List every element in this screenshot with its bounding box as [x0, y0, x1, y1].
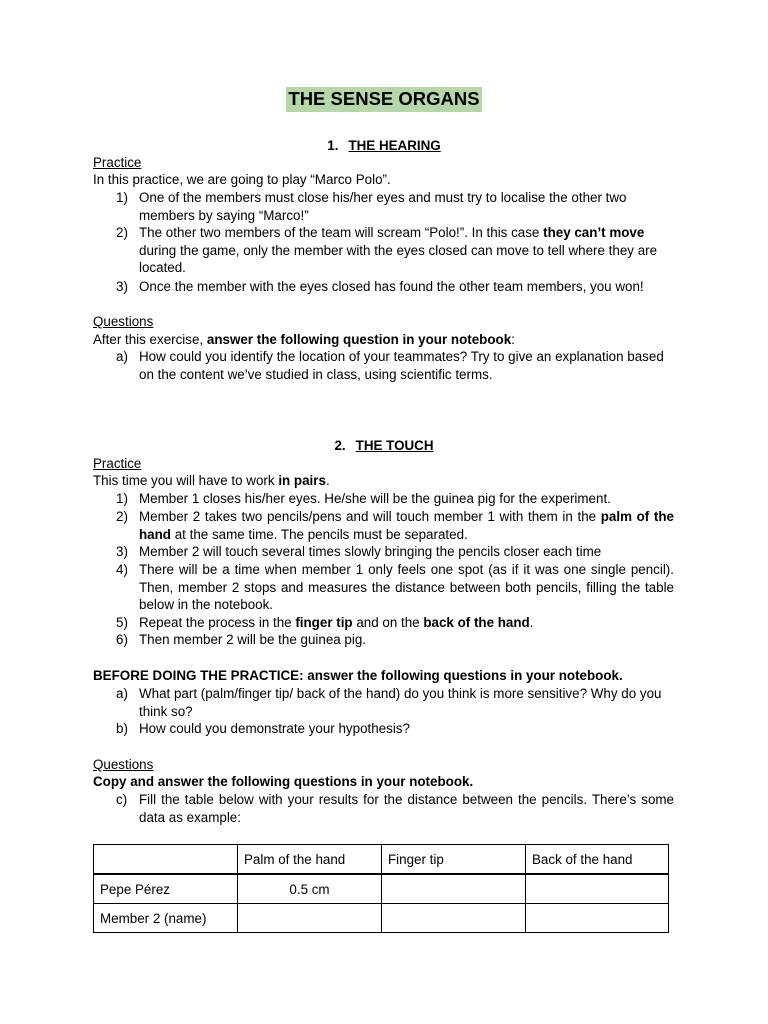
title-wrapper: [0, 87, 768, 112]
section-title: THE TOUCH: [355, 438, 434, 453]
list-item-text: Member 2 takes two pencils/pens and will touch member 1 with them in the palm of the hand at the same time. The pencils must be separated.: [139, 509, 675, 542]
section-number: 1.: [327, 138, 339, 153]
list-item: [116, 720, 674, 738]
table-cell: [526, 904, 669, 933]
list-item: [116, 224, 674, 277]
list-item: [116, 685, 674, 720]
table-cell: [238, 904, 382, 933]
list-item: [116, 189, 674, 224]
list-marker: 1): [116, 190, 128, 205]
section-number: 2.: [334, 438, 346, 453]
list-item: [116, 543, 674, 561]
list-item: [116, 791, 674, 826]
list-marker: a): [116, 686, 128, 701]
list-marker: 3): [116, 279, 128, 294]
questions-label: Questions: [93, 314, 154, 329]
table-row: [94, 904, 669, 933]
list-item-text: Repeat the process in the finger tip and on the back of the hand.: [139, 615, 534, 630]
practice-intro: This time you will have to work in pairs.: [93, 473, 330, 488]
list-item-text: One of the members must close his/her eyes and must try to localise the other two members by saying “Marco!”: [139, 190, 627, 223]
section-heading-touch: [0, 437, 768, 454]
table-cell: Member 2 (name): [94, 904, 238, 933]
list-marker: 3): [116, 544, 128, 559]
list-item: [116, 348, 674, 383]
list-item-text: Member 2 will touch several times slowly bringing the pencils closer each time: [139, 544, 602, 559]
table-header-cell: Finger tip: [382, 845, 526, 875]
table-cell: [382, 904, 526, 933]
table-cell: Pepe Pérez: [94, 874, 238, 904]
table-row: [94, 874, 669, 904]
copy-instruction: Copy and answer the following questions in your notebook.: [93, 774, 474, 789]
table-cell: 0.5 cm: [238, 874, 382, 904]
practice-label: Practice: [93, 155, 142, 170]
list-item-text: Then member 2 will be the guinea pig.: [139, 632, 367, 647]
practice-label: Practice: [93, 456, 142, 471]
table-cell: [382, 874, 526, 904]
list-item-text: There will be a time when member 1 only feels one spot (as if it was one single pencil). Then, member 2 stops and measures the distance between both pencils, filling the table below in the notebook.: [139, 562, 674, 613]
table-cell: [526, 874, 669, 904]
list-item-text: Fill the table below with your results for the distance between the pencils. There’s some data as example:: [139, 792, 674, 825]
list-item: [116, 508, 674, 543]
table-header-cell: Back of the hand: [526, 845, 669, 875]
list-item-text: Member 1 closes his/her eyes. He/she will be the guinea pig for the experiment.: [139, 491, 611, 506]
list-item: [116, 631, 674, 649]
list-item-text: How could you demonstrate your hypothesis?: [139, 721, 410, 736]
list-item-text: How could you identify the location of your teammates? Try to give an explanation based on the content we’ve studied in class, using scientific terms.: [139, 349, 664, 382]
list-marker: a): [116, 349, 128, 364]
table-header-row: [94, 845, 669, 875]
list-item-text: What part (palm/finger tip/ back of the hand) do you think is more sensitive? Why do you think so?: [139, 686, 662, 719]
practice-intro: In this practice, we are going to play “Marco Polo”.: [93, 172, 391, 187]
results-table: [93, 844, 669, 933]
list-item-text: The other two members of the team will scream “Polo!”. In this case they can’t move during the game, only the member with the eyes closed can move to tell where they are located.: [139, 225, 658, 276]
section-heading-hearing: [0, 137, 768, 154]
page-title: THE SENSE ORGANS: [286, 87, 481, 112]
questions-intro: After this exercise, answer the following question in your notebook:: [93, 332, 515, 347]
list-marker: 1): [116, 491, 128, 506]
table-header-cell: [94, 845, 238, 875]
list-marker: 6): [116, 632, 128, 647]
list-marker: 4): [116, 562, 128, 577]
list-item: [116, 490, 674, 508]
list-item-text: Once the member with the eyes closed has found the other team members, you won!: [139, 279, 644, 294]
table-header-cell: Palm of the hand: [238, 845, 382, 875]
list-marker: b): [116, 721, 128, 736]
list-item: [116, 561, 674, 614]
before-practice-instruction: BEFORE DOING THE PRACTICE: answer the following questions in your notebook.: [93, 668, 623, 683]
questions-label: Questions: [93, 757, 154, 772]
list-item: [116, 614, 674, 632]
list-item: [116, 278, 674, 296]
list-marker: c): [116, 792, 128, 807]
section-title: THE HEARING: [348, 138, 441, 153]
list-marker: 5): [116, 615, 128, 630]
list-marker: 2): [116, 225, 128, 240]
list-marker: 2): [116, 509, 128, 524]
